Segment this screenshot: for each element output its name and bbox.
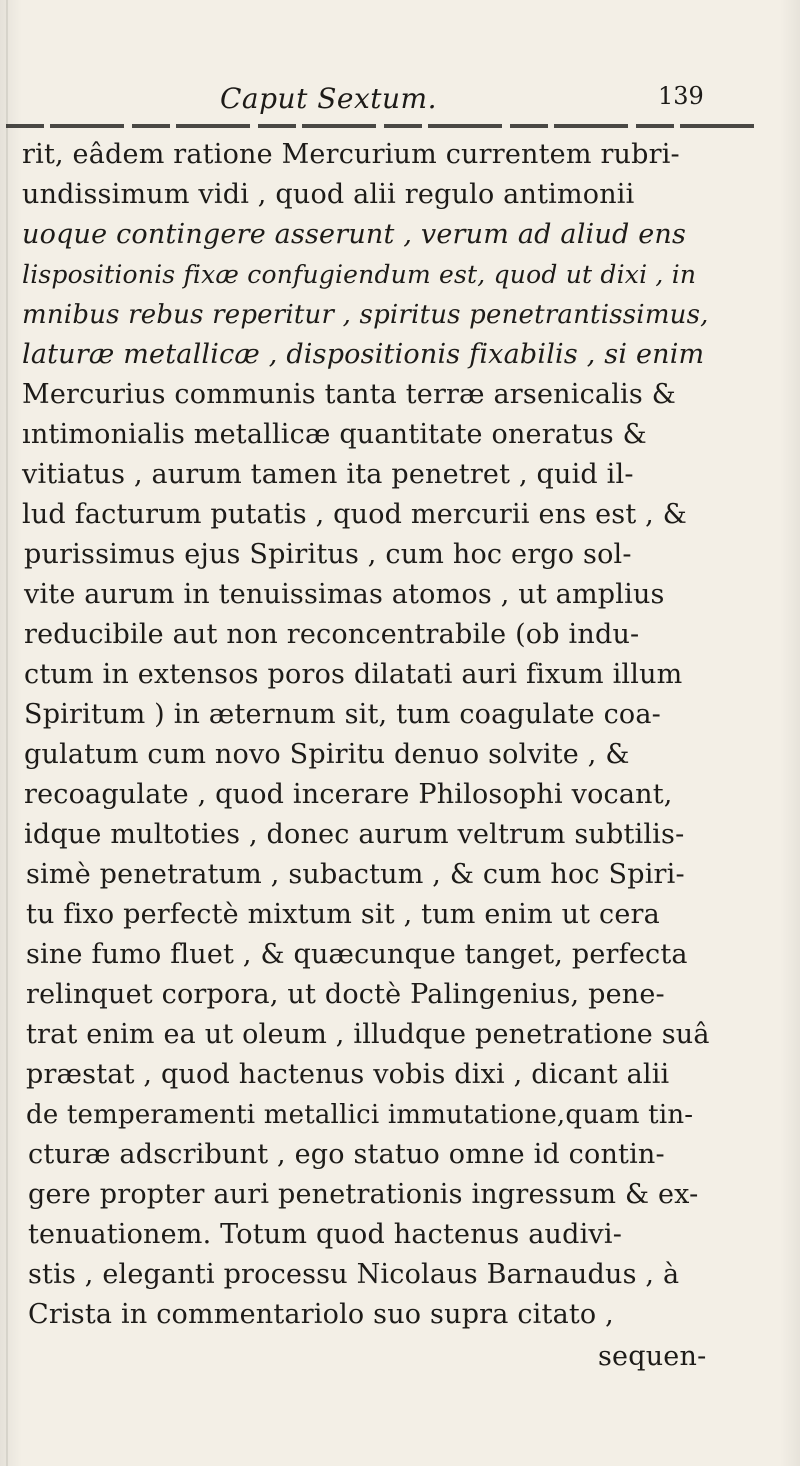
text-line: rit, eâdem ratione Mercurium currentem rubri- bbox=[22, 139, 680, 170]
text-line: de temperamenti metallici immutatione,quam tin- bbox=[26, 1100, 694, 1130]
text-line: præstat , quod hactenus vobis dixi , dicant alii bbox=[26, 1059, 670, 1090]
text-line: relinquet corpora, ut doctè Palingenius, pene- bbox=[26, 979, 665, 1010]
text-line: ctum in extensos poros dilatati auri fixum illum bbox=[24, 659, 683, 690]
body-text bbox=[0, 138, 800, 1438]
running-head: Caput Sextum. bbox=[220, 82, 438, 115]
text-line: sine fumo fluet , & quæcunque tanget, perfecta bbox=[26, 939, 688, 970]
text-line: recoagulate , quod incerare Philosophi vocant, bbox=[24, 779, 673, 810]
header-rule bbox=[6, 124, 758, 128]
text-line: Crista in commentariolo suo supra citato , bbox=[28, 1299, 614, 1330]
text-line: mnibus rebus reperitur , spiritus penetrantissimus, bbox=[22, 300, 709, 330]
text-line: tu fixo perfectè mixtum sit , tum enim ut cera bbox=[26, 899, 660, 930]
text-line: idque multoties , donec aurum veltrum subtilis- bbox=[24, 819, 685, 850]
text-line: vitiatus , aurum tamen ita penetret , quid il- bbox=[22, 459, 634, 490]
text-line: undissimum vidi , quod alii regulo antimonii bbox=[22, 179, 635, 210]
page-header bbox=[0, 62, 800, 122]
text-line: trat enim ea ut oleum , illudque penetratione suâ bbox=[26, 1019, 710, 1050]
catchword: sequen- bbox=[598, 1341, 707, 1372]
text-line: lud facturum putatis , quod mercurii ens est , & bbox=[22, 499, 687, 530]
text-line: cturæ adscribunt , ego statuo omne id contin- bbox=[28, 1139, 665, 1170]
text-line: Mercurius communis tanta terræ arsenicalis & bbox=[22, 379, 676, 410]
text-line: lispositionis fixæ confugiendum est, quod ut dixi , in bbox=[22, 260, 697, 289]
text-line: gere propter auri penetrationis ingressum & ex- bbox=[28, 1179, 699, 1210]
text-line: Spiritum ) in æternum sit, tum coagulate coa- bbox=[24, 699, 662, 730]
text-line: simè penetratum , subactum , & cum hoc Spiri- bbox=[26, 859, 685, 890]
text-line: gulatum cum novo Spiritu denuo solvite , & bbox=[24, 739, 630, 770]
text-line: reducibile aut non reconcentrabile (ob indu- bbox=[24, 619, 640, 650]
text-line: laturæ metallicæ , dispositionis fixabilis , si enim bbox=[22, 339, 705, 370]
page-number: 139 bbox=[658, 82, 704, 110]
text-line: uoque contingere asserunt , verum ad aliud ens bbox=[22, 219, 687, 250]
text-line: ıntimonialis metallicæ quantitate oneratus & bbox=[22, 419, 647, 450]
text-line: vite aurum in tenuissimas atomos , ut amplius bbox=[24, 579, 665, 610]
text-line: tenuationem. Totum quod hactenus audivi- bbox=[28, 1219, 623, 1250]
text-line: stis , eleganti processu Nicolaus Barnaudus , à bbox=[28, 1259, 680, 1290]
text-line: purissimus ejus Spiritus , cum hoc ergo sol- bbox=[24, 539, 632, 570]
